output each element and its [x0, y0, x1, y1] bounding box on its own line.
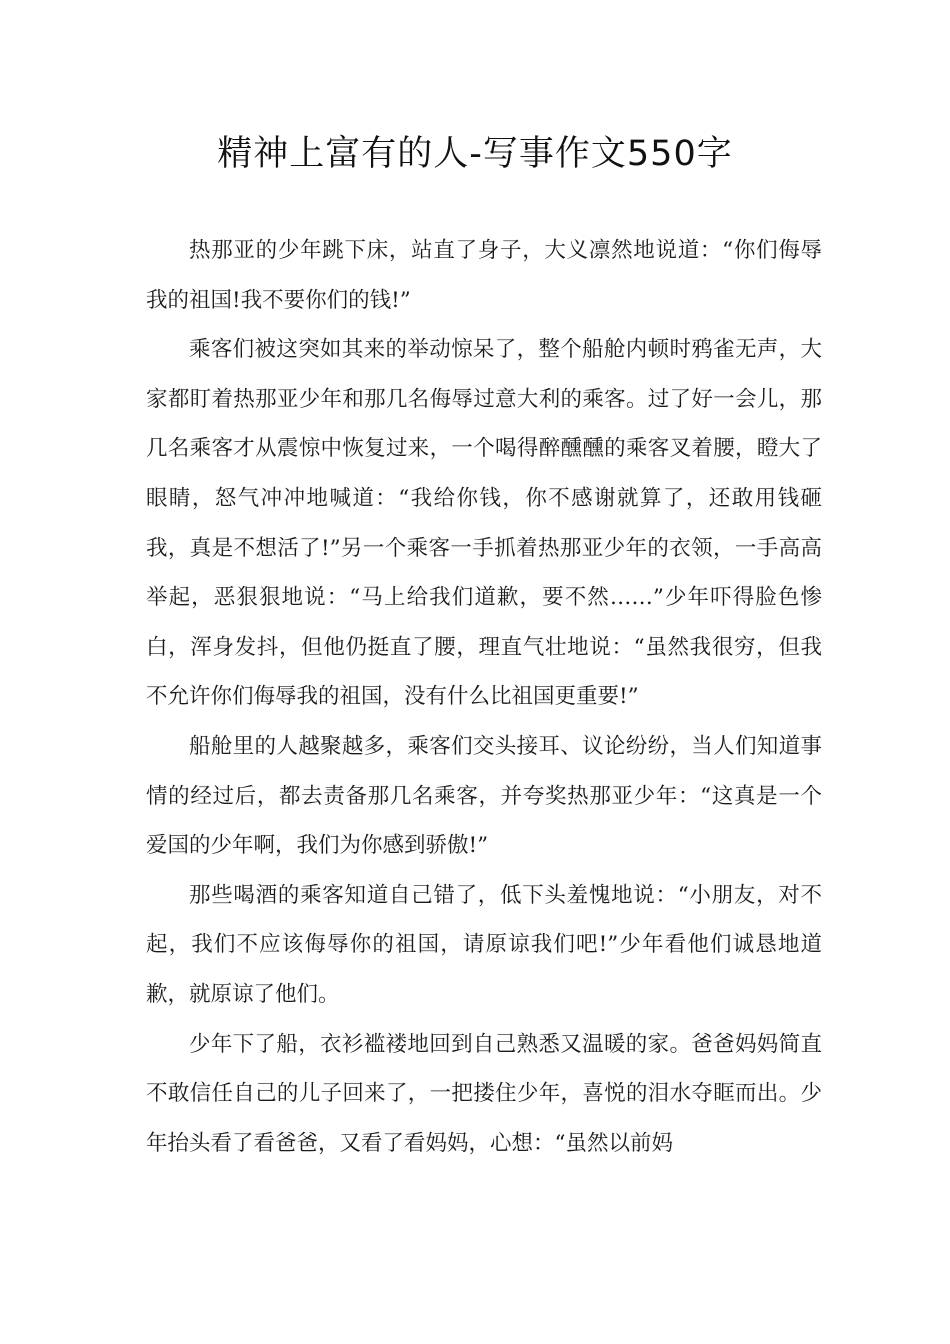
paragraph: 少年下了船，衣衫褴褛地回到自己熟悉又温暖的家。爸爸妈妈简直不敢信任自己的儿子回来了，一把搂住少年，喜悦的泪水夺眶而出。少年抬头看了看爸爸，又看了看妈妈，心想：“虽然以前妈	[146, 1031, 822, 1156]
paragraph: 热那亚的少年跳下床，站直了身子，大义凛然地说道：“你们侮辱我的祖国!我不要你们的钱!”	[146, 238, 822, 313]
paragraph: 船舱里的人越聚越多，乘客们交头接耳、议论纷纷，当人们知道事情的经过后，都去责备那几名乘客，并夸奖热那亚少年：“这真是一个爱国的少年啊，我们为你感到骄傲!”	[146, 733, 822, 859]
document-body	[146, 226, 822, 1168]
document-title: 精神上富有的人-写事作文550字	[217, 134, 733, 174]
paragraph: 乘客们被这突如其来的举动惊呆了，整个船舱内顿时鸦雀无声，大家都盯着热那亚少年和那几名侮辱过意大利的乘客。过了好一会儿，那几名乘客才从震惊中恢复过来，一个喝得醉醺醺的乘客叉着腰，瞪大了眼睛，怒气冲冲地喊道：“我给你钱，你不感谢就算了，还敢用钱砸我，真是不想活了!”另一个乘客一手抓着热那亚少年的衣领，一手高高举起，恶狠狠地说：“马上给我们道歉，要不然……”少年吓得脸色惨白，浑身发抖，但他仍挺直了腰，理直气壮地说：“虽然我很穷，但我不允许你们侮辱我的祖国，没有什么比祖国更重要!”	[146, 337, 822, 710]
paragraph: 那些喝酒的乘客知道自己错了，低下头羞愧地说：“小朋友，对不起，我们不应该侮辱你的祖国，请原谅我们吧!”少年看他们诚恳地道歉，就原谅了他们。	[146, 882, 822, 1007]
